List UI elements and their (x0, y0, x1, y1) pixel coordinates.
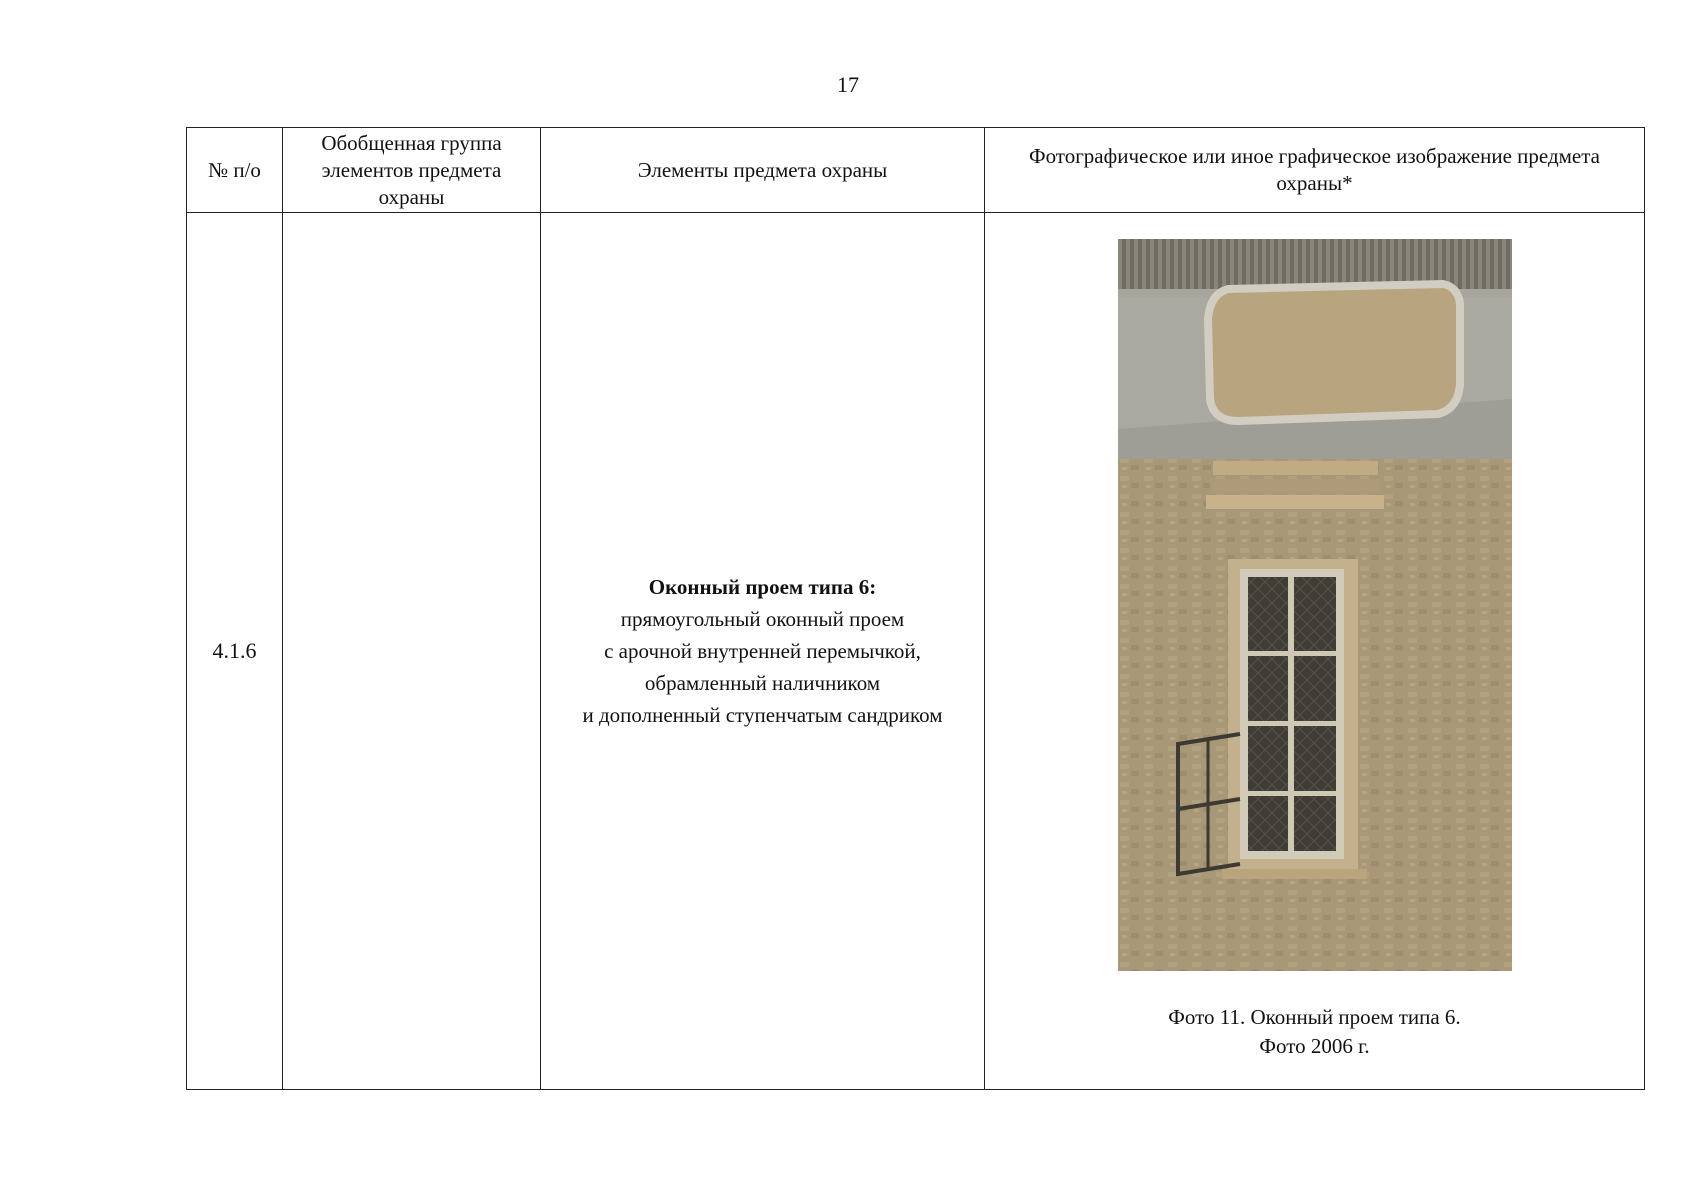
header-photo: Фотографическое или иное графическое изображение предмета охраны* (985, 128, 1645, 213)
header-elements: Элементы предмета охраны (541, 128, 985, 213)
element-line: и дополненный ступенчатым сандриком (582, 703, 943, 727)
header-group: Обобщенная группа элементов предмета охраны (283, 128, 541, 213)
row-group (283, 213, 541, 1090)
row-photo (985, 213, 1645, 1090)
window-photo-image (1118, 239, 1512, 971)
header-number: № п/о (187, 128, 283, 213)
row-elements (541, 213, 985, 1090)
photo-caption (985, 1003, 1644, 1061)
element-line: обрамленный наличником (644, 671, 881, 695)
table-header-row (187, 128, 1645, 213)
protection-table (186, 127, 1645, 1090)
row-number: 4.1.6 (187, 213, 283, 1090)
page-number: 17 (837, 72, 859, 97)
element-line: с арочной внутренней перемычкой, (604, 639, 921, 663)
caption-line: Фото 11. Оконный проем типа 6. (1168, 1005, 1461, 1029)
element-line: прямоугольный оконный проем (620, 607, 905, 631)
element-title: Оконный проем типа 6: (648, 575, 877, 599)
window-photo (1118, 239, 1512, 971)
caption-line: Фото 2006 г. (1259, 1034, 1370, 1058)
table-row (187, 213, 1645, 1090)
